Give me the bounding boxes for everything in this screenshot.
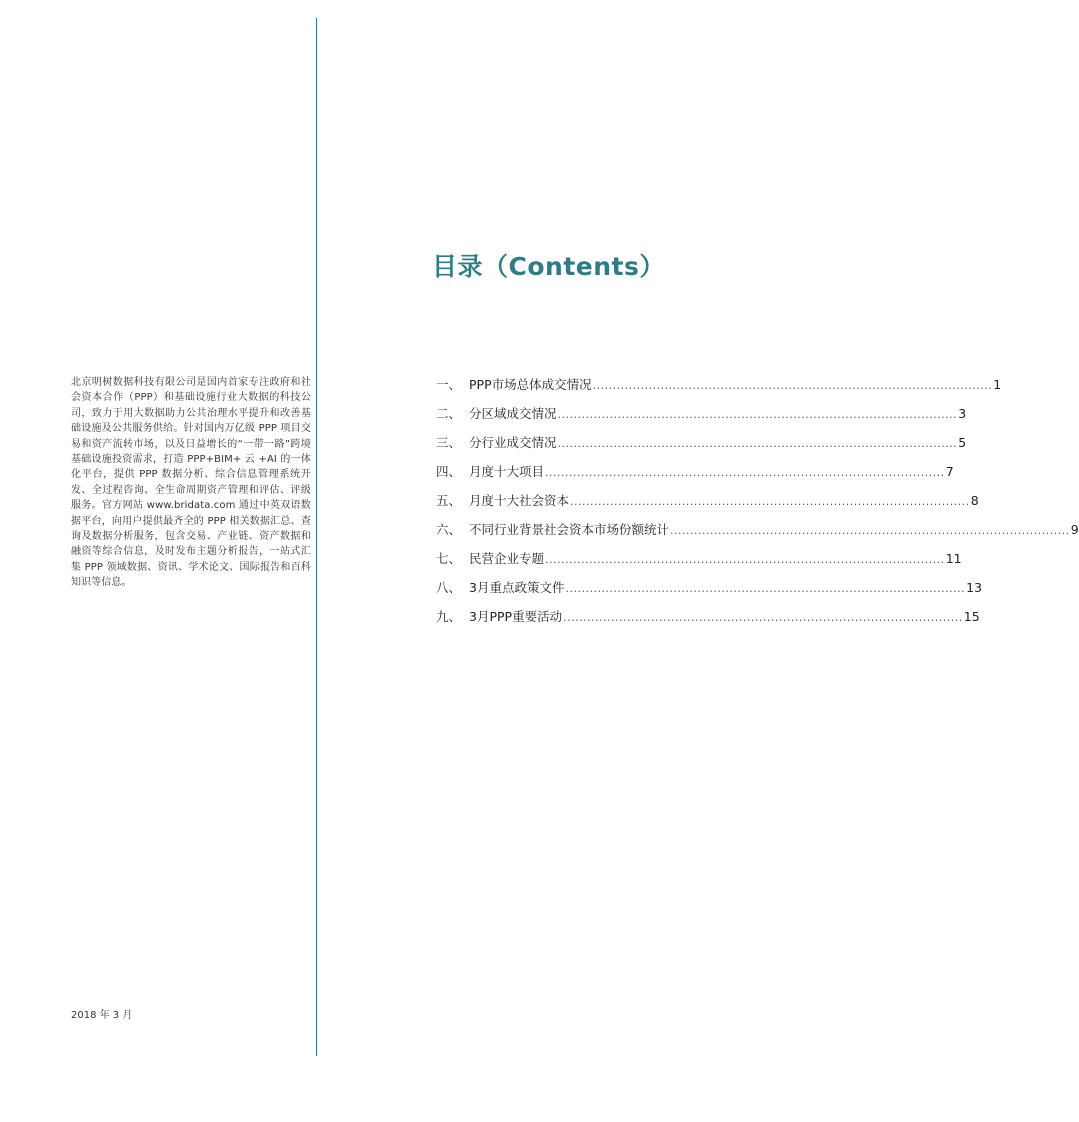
toc-leader-dots: .................................................................................................... bbox=[545, 466, 945, 479]
toc-item-number: 六、 bbox=[436, 522, 462, 537]
toc-item-page: 13 bbox=[966, 580, 983, 595]
toc-item-label: 不同行业背景社会资本市场份额统计 bbox=[469, 522, 670, 537]
toc-item-label: 3月PPP重要活动 bbox=[469, 609, 563, 624]
toc-item-number: 一、 bbox=[436, 377, 462, 392]
toc-item-number: 七、 bbox=[436, 551, 462, 566]
toc-item-number: 八、 bbox=[436, 580, 462, 595]
toc-item-number: 九、 bbox=[436, 609, 462, 624]
toc-item-label: 民营企业专题 bbox=[469, 551, 545, 566]
toc-item-number: 四、 bbox=[436, 464, 462, 479]
toc-item-page: 11 bbox=[945, 551, 962, 566]
toc-leader-dots: .................................................................................................... bbox=[565, 582, 966, 595]
toc-item-number: 三、 bbox=[436, 435, 462, 450]
toc-item-3[interactable] bbox=[436, 433, 967, 462]
toc-item-page: 9 bbox=[1070, 522, 1079, 537]
toc-item-page: 15 bbox=[963, 609, 980, 624]
toc-item-label: 月度十大社会资本 bbox=[469, 493, 570, 508]
company-intro: 北京明树数据科技有限公司是国内首家专注政府和社会资本合作（PPP）和基础设施行业大数据的科技公司，致力于用大数据助力公共治理水平提升和改善基础设施及公共服务供给。针对国内万亿级 PPP 项目交易和资产流转市场，以及日益增长的“一带一路”跨境基础设施投资需求，打造 PPP+BIM+ 云 +AI 的一体化平台，提供 PPP 数据分析、综合信息管理系统开发、全过程咨询、全生命周期资产管理和评估、评级服务。官方网站 www.bridata.com 通过中英双语数据平台，向用户提供最齐全的 PPP 相关数据汇总、查询及数据分析服务，包含交易、产业链、资产数据和融资等综合信息，及时发布主题分析报告，一站式汇集 PPP 领域数据、资讯、学术论文、国际报告和百科知识等信息。 bbox=[71, 377, 311, 589]
toc-item-number: 五、 bbox=[436, 493, 462, 508]
toc-item-page: 7 bbox=[945, 464, 954, 479]
toc-leader-dots: .................................................................................................... bbox=[592, 379, 993, 392]
toc-item-number: 二、 bbox=[436, 406, 462, 421]
toc-leader-dots: .................................................................................................... bbox=[545, 553, 945, 566]
toc-item-label: 3月重点政策文件 bbox=[469, 580, 565, 595]
report-date: 2018 年 3 月 bbox=[71, 1010, 133, 1021]
toc-item-8[interactable] bbox=[436, 578, 983, 607]
toc-item-4[interactable] bbox=[436, 462, 954, 491]
toc-item-page: 3 bbox=[958, 406, 967, 421]
toc-leader-dots: .................................................................................................... bbox=[557, 408, 958, 421]
toc-title: 目录（Contents） bbox=[432, 252, 665, 281]
toc-item-label: 月度十大项目 bbox=[469, 464, 545, 479]
toc-item-6[interactable] bbox=[436, 520, 1079, 549]
toc-item-2[interactable] bbox=[436, 404, 967, 433]
toc-item-5[interactable] bbox=[436, 491, 979, 520]
toc-leader-dots: .................................................................................................... bbox=[557, 437, 958, 450]
toc-item-1[interactable] bbox=[436, 375, 1002, 404]
toc-item-label: 分行业成交情况 bbox=[469, 435, 557, 450]
toc-item-9[interactable] bbox=[436, 607, 980, 636]
toc-leader-dots: .................................................................................................... bbox=[563, 611, 963, 624]
toc-item-label: PPP市场总体成交情况 bbox=[469, 377, 592, 392]
toc-item-page: 5 bbox=[958, 435, 967, 450]
toc-leader-dots: .................................................................................................... bbox=[670, 524, 1070, 537]
toc-item-7[interactable] bbox=[436, 549, 962, 578]
toc-item-label: 分区域成交情况 bbox=[469, 406, 557, 421]
toc-item-page: 8 bbox=[970, 493, 979, 508]
toc-item-page: 1 bbox=[993, 377, 1002, 392]
table-of-contents bbox=[436, 375, 1079, 636]
vertical-divider bbox=[316, 18, 317, 1056]
toc-leader-dots: .................................................................................................... bbox=[570, 495, 970, 508]
